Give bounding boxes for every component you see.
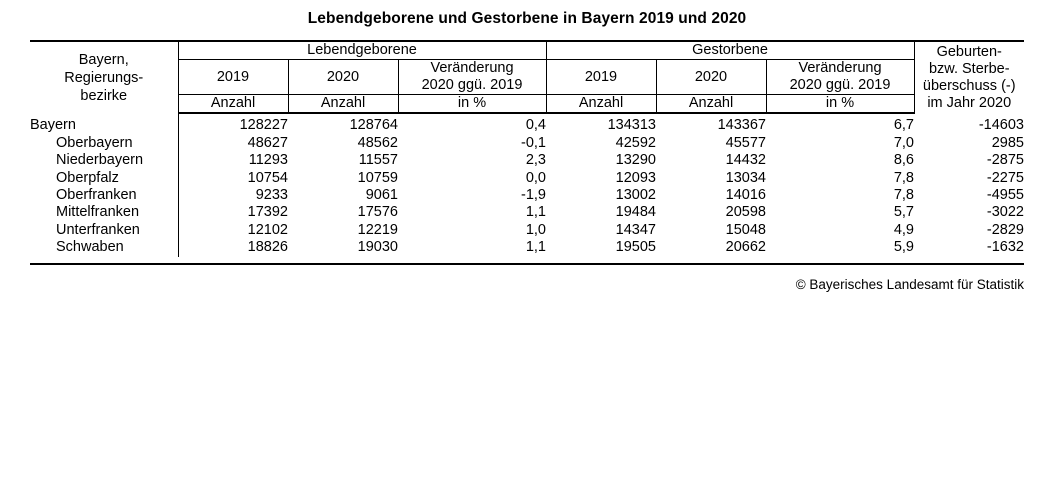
cell-births-change: 2,3 <box>525 152 546 169</box>
bottom-rule-c2 <box>288 257 398 264</box>
cell-deaths-2020: 20598 <box>725 204 766 221</box>
cell-births-change: -1,9 <box>521 187 546 203</box>
stub-line-2: Regierungs- <box>64 69 144 86</box>
balance-line-2: bzw. Sterbe- <box>928 60 1010 77</box>
cell-deaths-change: 7,0 <box>893 134 914 151</box>
header-deaths-change <box>766 60 914 95</box>
cell-births-change: 0,0 <box>525 169 546 186</box>
cell-deaths-2019: 13290 <box>615 152 656 169</box>
cell-balance: -2829 <box>986 221 1024 238</box>
unit-births-2020: Anzahl <box>288 95 398 114</box>
table-row <box>30 204 1024 221</box>
cell-deaths-2020: 14016 <box>725 187 766 203</box>
row-label: Mittelfranken <box>30 204 178 221</box>
deaths-change-line-2: 2020 ggü. 2019 <box>789 77 891 94</box>
bottom-rule-c3 <box>398 257 546 264</box>
row-label: Oberbayern <box>30 135 178 152</box>
bottom-rule-c6 <box>766 257 914 264</box>
cell-balance: -3022 <box>986 204 1024 221</box>
balance-line-4: im Jahr 2020 <box>927 94 1012 111</box>
table-row <box>30 117 1024 134</box>
cell-births-2019: 48627 <box>247 134 288 151</box>
cell-deaths-2019: 14347 <box>615 221 656 238</box>
cell-deaths-2019: 134313 <box>607 117 656 134</box>
header-births-change <box>398 60 546 95</box>
cell-births-2019: 18826 <box>247 239 288 256</box>
cell-balance: -4955 <box>986 187 1024 203</box>
cell-births-2020: 128764 <box>349 117 398 134</box>
table-body <box>30 113 1024 263</box>
table-header <box>30 41 1024 113</box>
cell-deaths-2020: 20662 <box>725 239 766 256</box>
unit-births-2019: Anzahl <box>178 95 288 114</box>
group-header-births: Lebendgeborene <box>178 41 546 60</box>
stub-line-3: bezirke <box>80 87 128 104</box>
cell-deaths-2020: 15048 <box>725 221 766 238</box>
unit-deaths-2019: Anzahl <box>546 95 656 114</box>
cell-deaths-2019: 13002 <box>615 187 656 203</box>
stub-line-1: Bayern, <box>78 51 129 68</box>
cell-births-2019: 9233 <box>255 187 288 203</box>
table-row <box>30 222 1024 239</box>
births-change-line-1: Veränderung <box>430 60 514 77</box>
cell-deaths-2019: 12093 <box>615 169 656 186</box>
header-births-2020: 2020 <box>288 60 398 95</box>
cell-births-2020: 19030 <box>357 239 398 256</box>
cell-deaths-change: 6,7 <box>893 117 914 134</box>
bottom-rule-c1 <box>178 257 288 264</box>
row-label: Schwaben <box>30 239 178 256</box>
cell-deaths-2019: 42592 <box>615 134 656 151</box>
cell-births-2019: 128227 <box>239 117 288 134</box>
bottom-rule-c5 <box>656 257 766 264</box>
header-row-years <box>30 60 1024 95</box>
cell-balance: -14603 <box>978 117 1024 134</box>
balance-line-3: überschuss (-) <box>922 77 1016 94</box>
cell-balance: -2875 <box>986 152 1024 169</box>
cell-deaths-change: 8,6 <box>893 152 914 169</box>
group-header-balance <box>914 41 1024 113</box>
cell-births-2019: 12102 <box>247 221 288 238</box>
row-label: Oberfranken <box>30 187 178 204</box>
cell-deaths-change: 5,9 <box>893 239 914 256</box>
bottom-rule-row <box>30 257 1024 264</box>
cell-births-2020: 9061 <box>365 187 398 203</box>
unit-births-change: in % <box>398 95 546 114</box>
row-label: Bayern <box>30 117 178 134</box>
table-container <box>0 40 1054 265</box>
cell-deaths-change: 4,9 <box>893 221 914 238</box>
cell-deaths-2020: 14432 <box>725 152 766 169</box>
header-row-groups <box>30 41 1024 60</box>
cell-deaths-change: 5,7 <box>893 204 914 221</box>
cell-births-change: 1,1 <box>525 204 546 221</box>
row-label: Niederbayern <box>30 152 178 169</box>
cell-births-2020: 11557 <box>358 152 398 169</box>
cell-deaths-2019: 19505 <box>615 239 656 256</box>
header-births-2019: 2019 <box>178 60 288 95</box>
bottom-rule-c7 <box>914 257 1024 264</box>
balance-line-1: Geburten- <box>936 43 1002 60</box>
cell-deaths-change: 7,8 <box>893 169 914 186</box>
unit-deaths-change: in % <box>766 95 914 114</box>
document-page <box>0 10 1054 501</box>
cell-deaths-change: 7,8 <box>893 187 914 203</box>
table-row <box>30 239 1024 256</box>
cell-births-2020: 17576 <box>357 204 398 221</box>
cell-balance: -1632 <box>986 239 1024 256</box>
cell-births-change: -0,1 <box>521 134 546 151</box>
row-label: Unterfranken <box>30 222 178 239</box>
cell-deaths-2020: 143367 <box>717 117 766 134</box>
cell-balance: 2985 <box>991 134 1024 151</box>
table-row <box>30 170 1024 187</box>
copyright-note: © Bayerisches Landesamt für Statistik <box>795 276 1024 292</box>
row-label: Oberpfalz <box>30 170 178 187</box>
cell-balance: -2275 <box>986 169 1024 186</box>
bottom-rule-c4 <box>546 257 656 264</box>
cell-births-2019: 11293 <box>248 152 288 169</box>
stub-header <box>30 41 178 113</box>
table-row <box>30 187 1024 204</box>
cell-births-2019: 17392 <box>247 204 288 221</box>
births-change-line-2: 2020 ggü. 2019 <box>421 77 523 94</box>
cell-births-change: 1,1 <box>525 239 546 256</box>
cell-births-2019: 10754 <box>247 169 288 186</box>
cell-births-change: 0,4 <box>525 117 546 134</box>
cell-births-2020: 10759 <box>357 169 398 186</box>
cell-deaths-2020: 45577 <box>725 134 766 151</box>
table-row <box>30 135 1024 152</box>
header-deaths-2019: 2019 <box>546 60 656 95</box>
cell-births-change: 1,0 <box>525 221 546 238</box>
statistics-table <box>30 40 1024 265</box>
bottom-rule-stub <box>30 257 178 264</box>
header-row-units <box>30 95 1024 114</box>
cell-births-2020: 12219 <box>357 221 398 238</box>
page-title: Lebendgeborene und Gestorbene in Bayern 2019 und 2020 <box>307 10 747 27</box>
group-header-deaths: Gestorbene <box>546 41 914 60</box>
cell-births-2020: 48562 <box>357 134 398 151</box>
header-deaths-2020: 2020 <box>656 60 766 95</box>
cell-deaths-2020: 13034 <box>725 169 766 186</box>
cell-deaths-2019: 19484 <box>615 204 656 221</box>
unit-deaths-2020: Anzahl <box>656 95 766 114</box>
deaths-change-line-1: Veränderung <box>798 60 882 77</box>
table-row <box>30 152 1024 169</box>
